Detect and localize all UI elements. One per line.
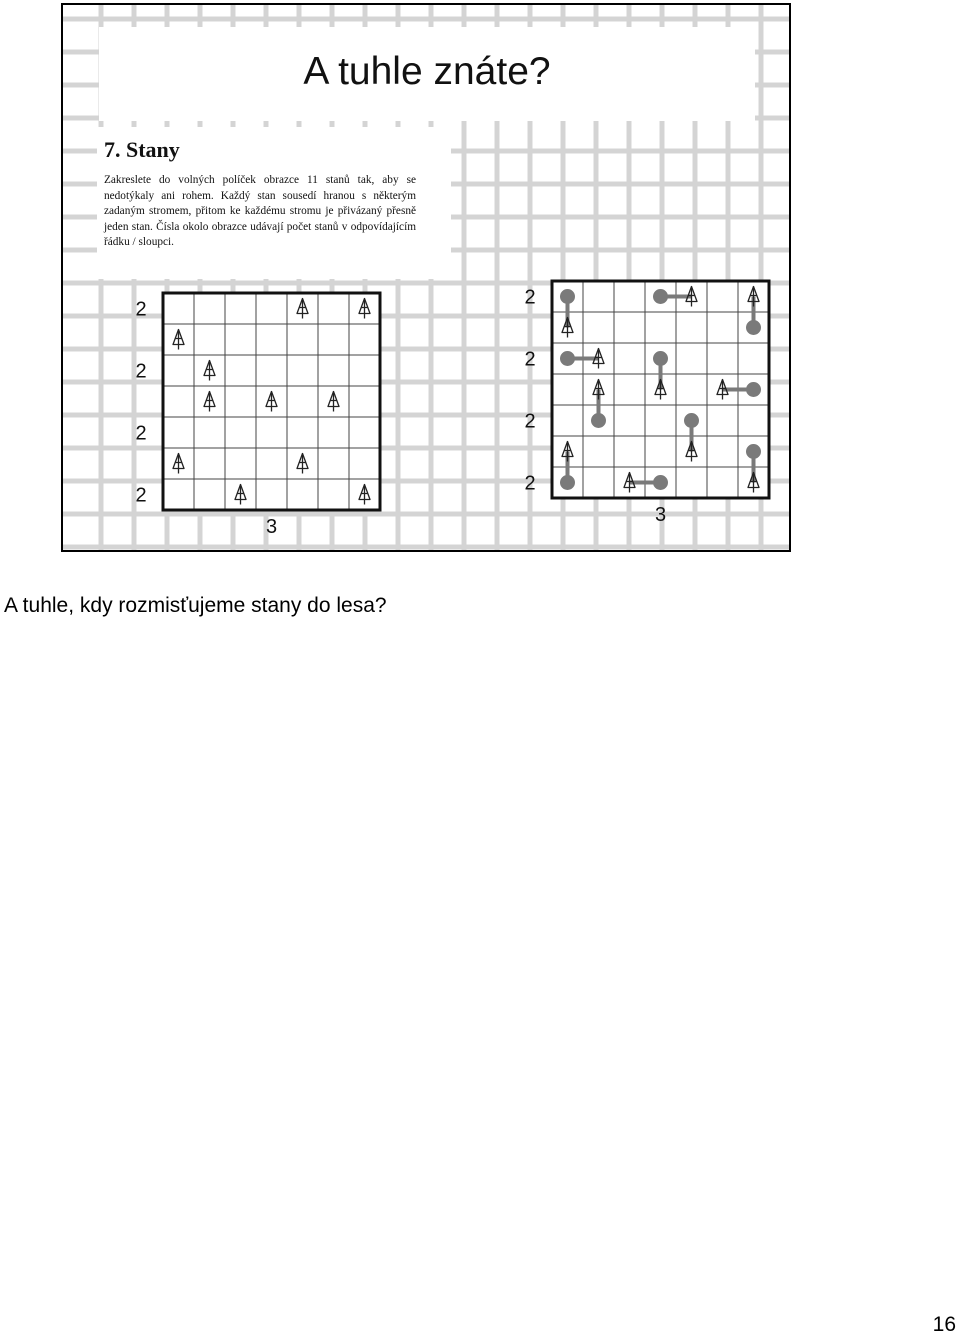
slide-title-box (99, 27, 755, 121)
task-heading: 7. Stany (104, 137, 180, 162)
tent-marker (560, 351, 575, 366)
tent-marker (653, 351, 668, 366)
tent-marker (746, 444, 761, 459)
column-clue: 3 (265, 516, 278, 538)
row-clue: 2 (524, 348, 536, 371)
puzzle-grid (123, 285, 393, 545)
tent-marker (746, 382, 761, 397)
row-clue: 2 (524, 286, 536, 309)
tent-marker (560, 289, 575, 304)
slide (61, 3, 791, 552)
caption: A tuhle, kdy rozmisťujeme stany do lesa? (4, 594, 387, 617)
row-clue: 2 (524, 410, 536, 433)
tent-marker (653, 289, 668, 304)
tent-marker (560, 475, 575, 490)
column-clue: 3 (654, 504, 667, 523)
row-clue: 2 (135, 360, 147, 383)
row-clue: 2 (524, 472, 536, 495)
tent-marker (684, 413, 699, 428)
tent-marker (653, 475, 668, 490)
tent-marker (746, 320, 761, 335)
row-clue: 2 (135, 484, 147, 507)
row-clue: 2 (135, 422, 147, 445)
page-number: 16 (932, 1313, 956, 1336)
slide-title: A tuhle znáte? (303, 50, 551, 93)
row-clue: 2 (135, 298, 147, 321)
task-panel (97, 127, 451, 279)
tent-marker (591, 413, 606, 428)
solution-grid (521, 273, 781, 523)
task-text: Zakreslete do volných políček obrazce 11 stanů tak, aby se nedotýkaly ani rohem. Každý stan sousedí hranou s některým zadaným stromem, přitom ke každému stromu je přivázaný přesně jeden stan. Čísla okolo obrazce udávají počet stanů v odpovídajícím řádku / sloupci. (104, 174, 416, 248)
